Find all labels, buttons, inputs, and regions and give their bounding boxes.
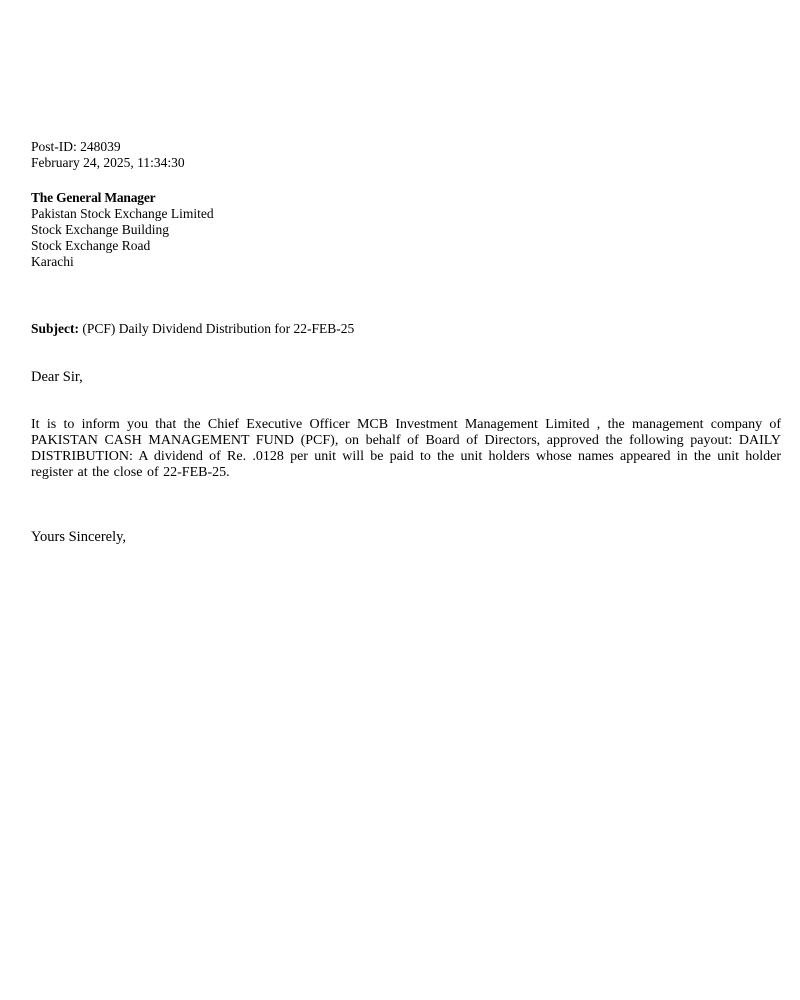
post-id: Post-ID: 248039	[31, 139, 121, 154]
letter-date: February 24, 2025, 11:34:30	[31, 155, 185, 170]
body-paragraph: It is to inform you that the Chief Executive Officer MCB Investment Management Limited , the management company of PAKISTAN CASH MANAGEMENT FUND (PCF), on behalf of Board of Directors, approved the following payout: DAILY DISTRIBUTION: A dividend of Re. .0128 per unit will be paid to the unit holders whose names appeared in the unit holder register at the close of 22-FEB-25.	[31, 417, 781, 480]
subject-label: Subject:	[31, 321, 79, 336]
letter-content	[31, 139, 781, 545]
recipient-block	[31, 190, 781, 270]
subject-text: (PCF) Daily Dividend Distribution for 22-FEB-25	[82, 321, 355, 336]
recipient-address-line: Stock Exchange Road	[31, 238, 151, 253]
recipient-address-line: Pakistan Stock Exchange Limited	[31, 206, 214, 221]
recipient-address-line: Stock Exchange Building	[31, 222, 169, 237]
closing: Yours Sincerely,	[31, 529, 127, 545]
salutation: Dear Sir,	[31, 369, 83, 385]
recipient-address-line: Karachi	[31, 254, 74, 269]
recipient-name: The General Manager	[31, 190, 156, 205]
subject-line	[31, 321, 781, 337]
